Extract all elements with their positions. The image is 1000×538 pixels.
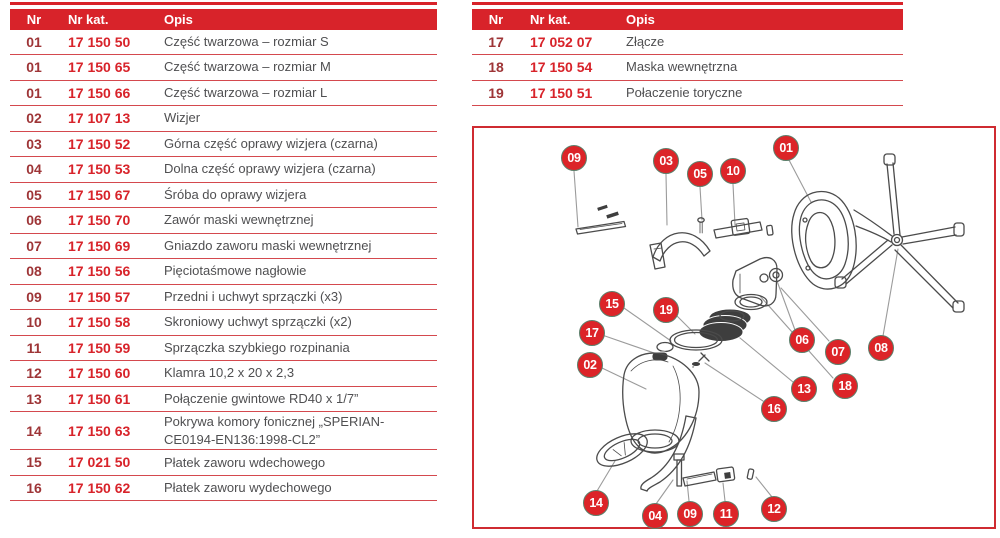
catalog-number: 17 150 56 <box>68 263 131 280</box>
part-description: Część twarzowa – rozmiar L <box>164 84 328 100</box>
diagram-callout <box>577 352 603 378</box>
callout-number: 15 <box>605 297 619 311</box>
table-row <box>10 30 437 56</box>
parts-table-main <box>10 2 437 501</box>
diagram-callout <box>642 503 668 529</box>
table-header <box>472 9 903 30</box>
part-description: Płatek zaworu wdechowego <box>164 454 326 470</box>
part-number: 11 <box>26 339 42 356</box>
catalog-number: 17 150 51 <box>530 84 593 101</box>
part-description: Płatek zaworu wydechowego <box>164 480 332 496</box>
catalog-number: 17 150 54 <box>530 59 593 76</box>
part-description: Maska wewnętrzna <box>626 59 738 75</box>
table-row <box>10 259 437 285</box>
callout-layer <box>474 128 994 527</box>
catalog-number: 17 150 62 <box>68 479 131 496</box>
callout-number: 19 <box>659 303 673 317</box>
catalog-number: 17 150 67 <box>68 186 131 203</box>
diagram-callout <box>561 145 587 171</box>
callout-number: 02 <box>583 358 597 372</box>
table-row <box>10 285 437 311</box>
table-header <box>10 9 437 30</box>
part-number: 19 <box>488 84 504 101</box>
diagram-callout <box>868 335 894 361</box>
callout-number: 01 <box>779 141 793 155</box>
part-description: Część twarzowa – rozmiar M <box>164 59 331 75</box>
col-header-nr: Nr <box>26 11 42 27</box>
part-number: 12 <box>26 365 42 382</box>
col-header-opis: Opis <box>164 11 193 27</box>
part-number: 02 <box>26 110 42 127</box>
diagram-callout <box>761 496 787 522</box>
part-description: Pokrywa komory fonicznej „SPERIAN-CE0194-EN136:1998-CL2” <box>164 414 385 447</box>
table-row <box>10 476 437 502</box>
part-number: 08 <box>26 263 42 280</box>
part-description: Przedni i uchwyt sprzączki (x3) <box>164 288 343 304</box>
catalog-number: 17 150 60 <box>68 365 131 382</box>
table-row <box>10 132 437 158</box>
diagram-callout <box>761 396 787 422</box>
catalog-number: 17 021 50 <box>68 454 131 471</box>
part-description: Pięciotaśmowe nagłowie <box>164 263 307 279</box>
diagram-callout <box>713 501 739 527</box>
table-body <box>10 30 437 502</box>
diagram-callout <box>653 297 679 323</box>
table-row <box>10 234 437 260</box>
diagram-callout <box>720 158 746 184</box>
part-description: Zawór maski wewnętrznej <box>164 212 314 228</box>
table-row <box>10 55 437 81</box>
catalog-number: 17 150 52 <box>68 135 131 152</box>
part-description: Sprzączka szybkiego rozpinania <box>164 339 350 355</box>
callout-number: 11 <box>719 507 733 521</box>
catalog-number: 17 150 63 <box>68 422 131 439</box>
part-number: 13 <box>26 390 42 407</box>
diagram-callout <box>677 501 703 527</box>
part-number: 16 <box>26 479 42 496</box>
col-header-nr: Nr <box>488 11 504 27</box>
table-row <box>10 387 437 413</box>
table-row <box>10 336 437 362</box>
callout-number: 16 <box>767 402 781 416</box>
catalog-number: 17 052 07 <box>530 33 593 50</box>
part-number: 18 <box>488 59 504 76</box>
callout-number: 03 <box>659 154 673 168</box>
col-header-nr-kat: Nr kat. <box>68 11 109 27</box>
part-description: Wizjer <box>164 110 201 126</box>
catalog-number: 17 150 61 <box>68 390 131 407</box>
table-row <box>10 106 437 132</box>
callout-number: 09 <box>567 151 581 165</box>
exploded-diagram-panel <box>472 126 996 529</box>
callout-number: 05 <box>693 167 707 181</box>
callout-number: 17 <box>585 326 599 340</box>
diagram-callout <box>687 161 713 187</box>
callout-number: 12 <box>767 502 781 516</box>
part-number: 10 <box>26 314 42 331</box>
callout-number: 08 <box>874 341 888 355</box>
catalog-number: 17 150 70 <box>68 212 131 229</box>
diagram-callout <box>773 135 799 161</box>
callout-number: 13 <box>797 382 811 396</box>
table-row <box>10 157 437 183</box>
part-description: Gniazdo zaworu maski wewnętrznej <box>164 237 372 253</box>
table-top-rule <box>10 2 437 5</box>
part-number: 17 <box>488 33 504 50</box>
part-description: Skroniowy uchwyt sprzączki (x2) <box>164 314 352 330</box>
callout-number: 10 <box>726 164 740 178</box>
catalog-number: 17 150 66 <box>68 84 131 101</box>
table-top-rule <box>472 2 903 5</box>
catalog-number: 17 150 58 <box>68 314 131 331</box>
catalog-number: 17 107 13 <box>68 110 131 127</box>
catalog-number: 17 150 59 <box>68 339 131 356</box>
col-header-nr-kat: Nr kat. <box>530 11 571 27</box>
table-row <box>10 450 437 476</box>
catalog-number: 17 150 69 <box>68 237 131 254</box>
part-number: 03 <box>26 135 42 152</box>
diagram-callout <box>583 490 609 516</box>
catalog-number: 17 150 65 <box>68 59 131 76</box>
part-number: 01 <box>26 84 42 101</box>
part-number: 06 <box>26 212 42 229</box>
part-description: Dolna część oprawy wizjera (czarna) <box>164 161 376 177</box>
table-row <box>10 208 437 234</box>
table-row <box>472 81 903 107</box>
part-number: 04 <box>26 161 42 178</box>
callout-number: 07 <box>831 345 845 359</box>
part-number: 14 <box>26 422 42 439</box>
part-number: 01 <box>26 59 42 76</box>
part-description: Połaczenie toryczne <box>626 84 743 100</box>
diagram-callout <box>791 376 817 402</box>
table-row <box>10 361 437 387</box>
part-number: 09 <box>26 288 42 305</box>
diagram-callout <box>653 148 679 174</box>
part-description: Część twarzowa – rozmiar S <box>164 33 329 49</box>
table-row <box>10 81 437 107</box>
part-number: 01 <box>26 33 42 50</box>
part-description: Górna część oprawy wizjera (czarna) <box>164 135 378 151</box>
diagram-callout <box>825 339 851 365</box>
table-row <box>472 30 903 56</box>
part-description: Złącze <box>626 33 665 49</box>
catalog-number: 17 150 50 <box>68 33 131 50</box>
callout-number: 06 <box>795 333 809 347</box>
part-description: Klamra 10,2 x 20 x 2,3 <box>164 365 295 381</box>
diagram-callout <box>599 291 625 317</box>
callout-number: 18 <box>838 379 852 393</box>
table-row <box>10 310 437 336</box>
callout-number: 04 <box>648 509 662 523</box>
table-body <box>472 30 903 107</box>
part-description: Połączenie gwintowe RD40 x 1/7” <box>164 390 359 406</box>
part-number: 15 <box>26 454 42 471</box>
col-header-opis: Opis <box>626 11 655 27</box>
part-description: Śróba do oprawy wizjera <box>164 186 307 202</box>
table-row <box>472 55 903 81</box>
callout-number: 14 <box>589 496 603 510</box>
callout-number: 09 <box>683 507 697 521</box>
parts-table-side <box>472 2 903 106</box>
diagram-callout <box>579 320 605 346</box>
part-number: 07 <box>26 237 42 254</box>
catalog-number: 17 150 57 <box>68 288 131 305</box>
catalog-number: 17 150 53 <box>68 161 131 178</box>
table-row <box>10 412 437 450</box>
diagram-callout <box>789 327 815 353</box>
table-row <box>10 183 437 209</box>
part-number: 05 <box>26 186 42 203</box>
diagram-callout <box>832 373 858 399</box>
